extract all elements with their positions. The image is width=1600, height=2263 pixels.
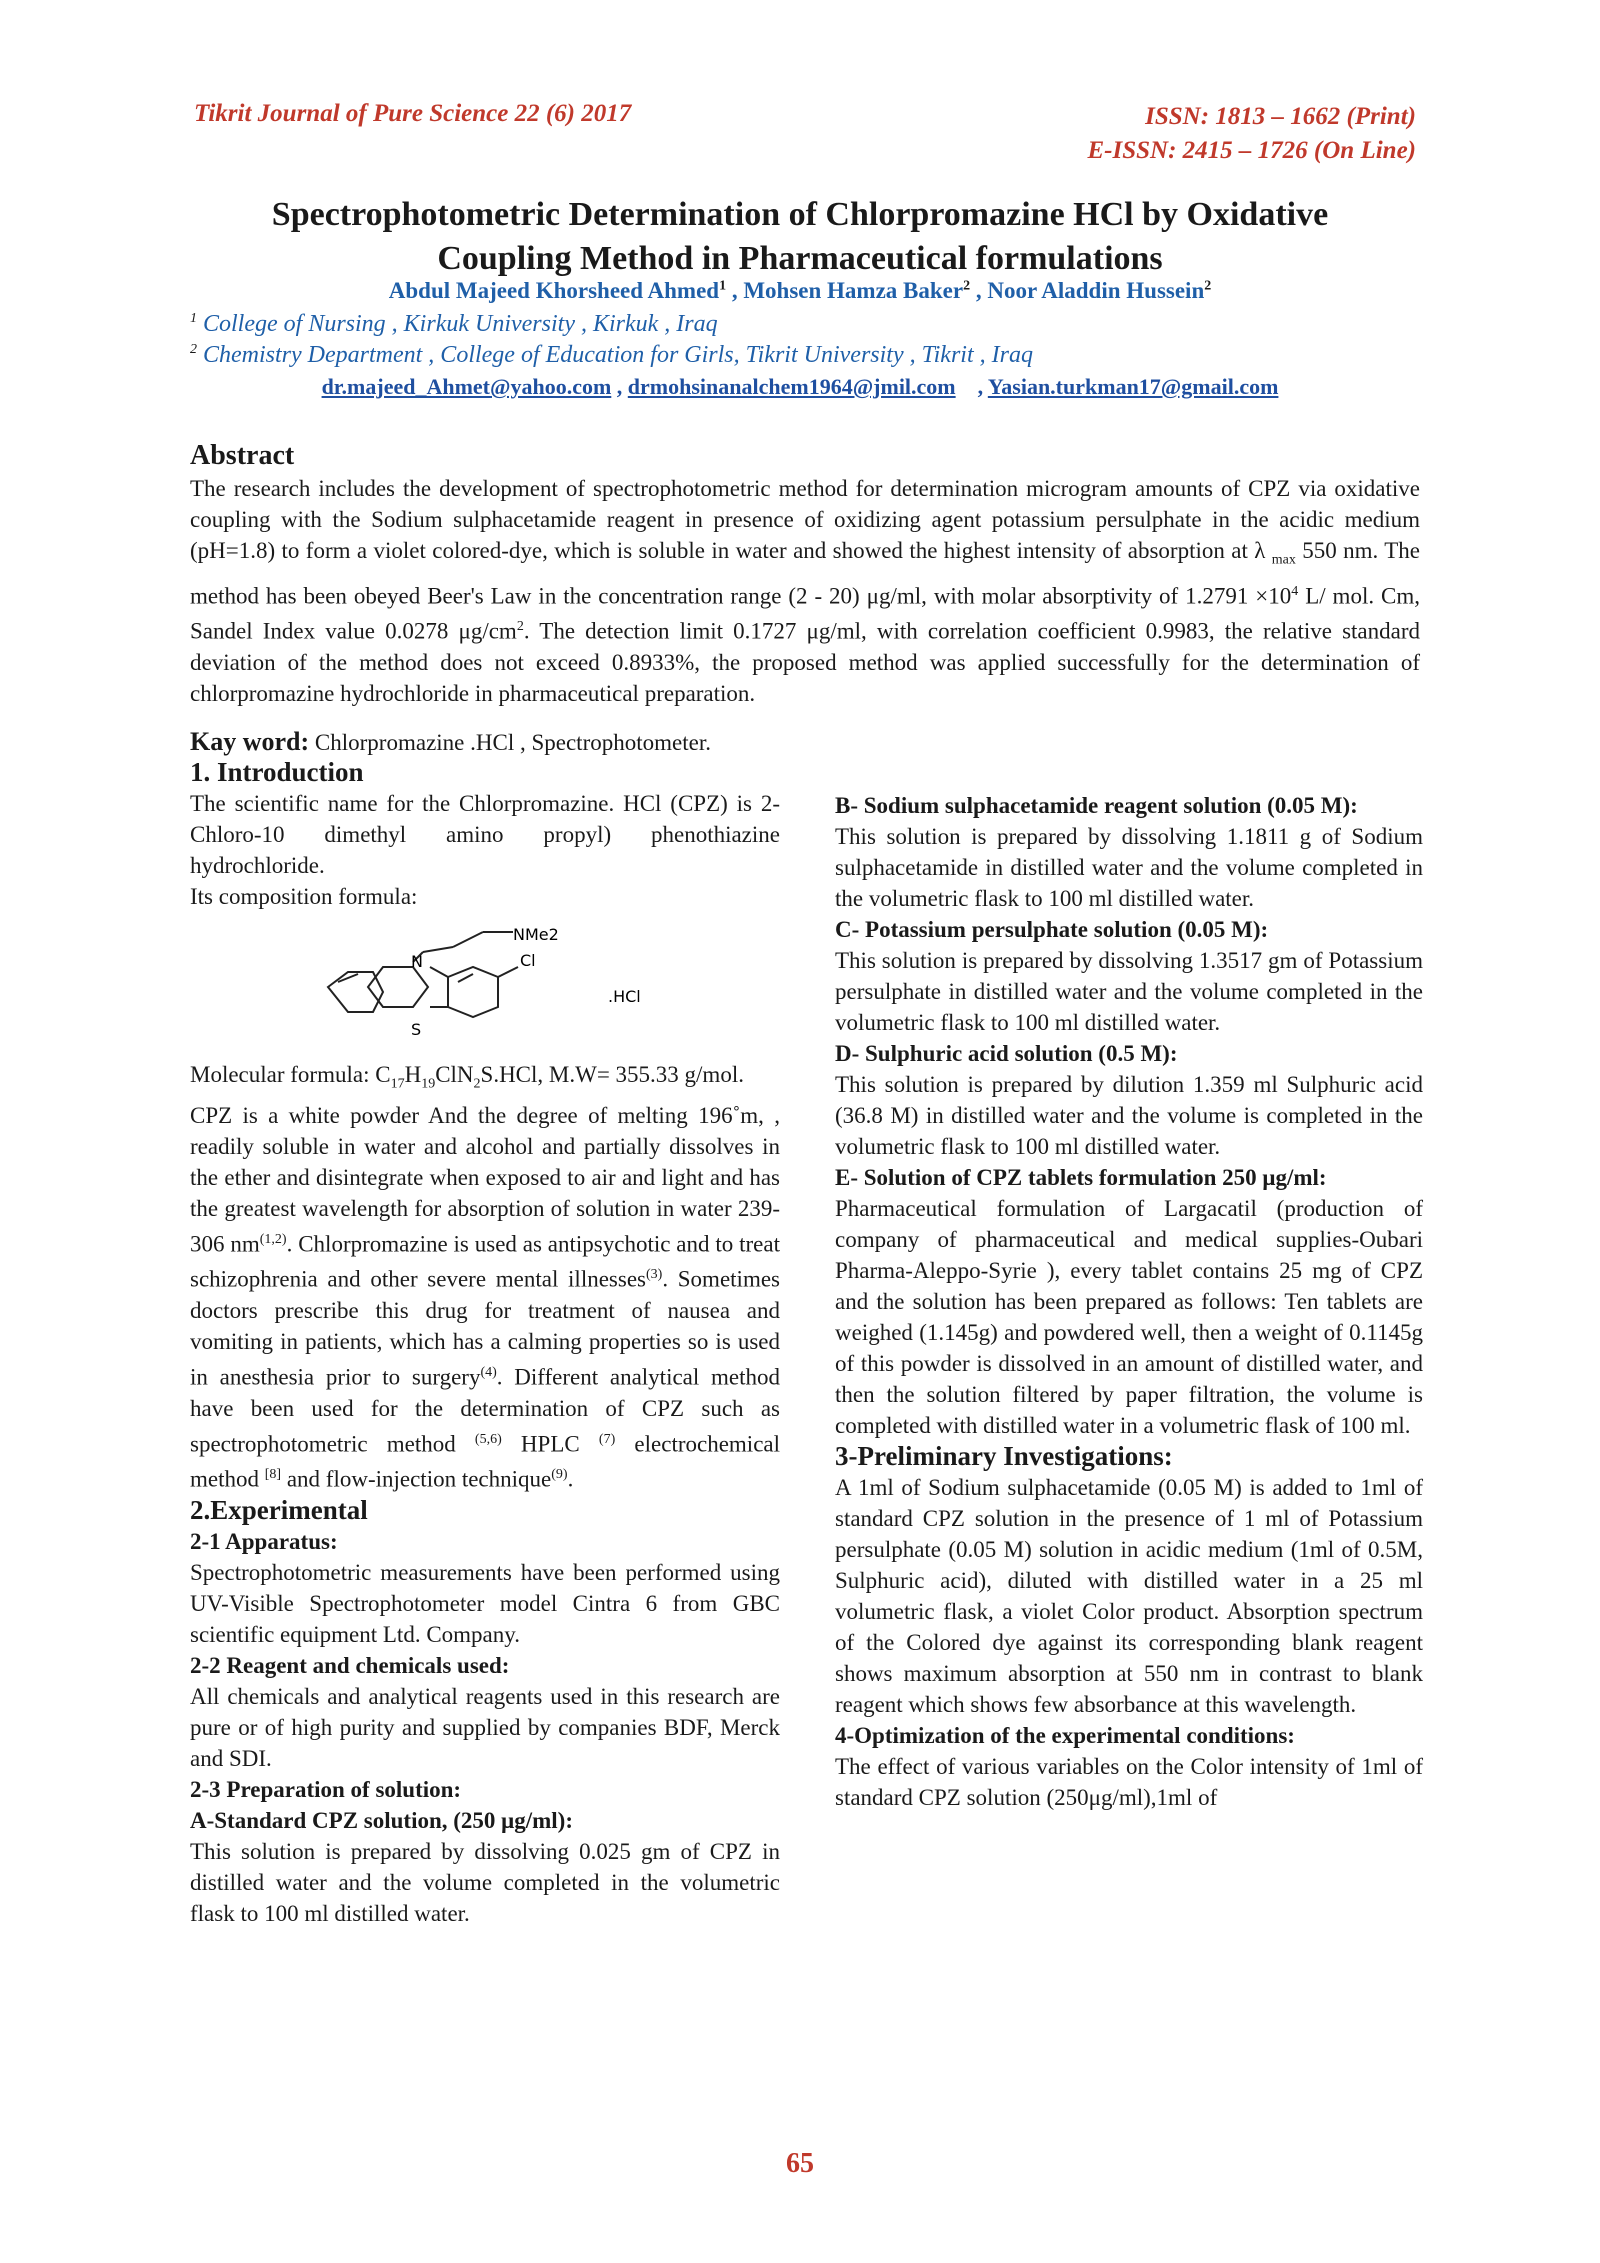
molecular-formula: Molecular formula: $C_{17}H_{19}ClN_2S.HCl$, M.W= 355.33 g/mol. bbox=[190, 1062, 744, 1092]
subsection-heading: A-Standard CPZ solution, (250 μg/ml): bbox=[190, 1807, 573, 1833]
email-list: dr.majeed_Ahmet@yahoo.com , drmohsinanalchem1964@jmil.com , Yasian.turkman17@gmail.com bbox=[321, 374, 1279, 399]
section-heading: 1. Introduction bbox=[190, 757, 364, 787]
section-heading: 3-Preliminary Investigations: bbox=[835, 1441, 1173, 1471]
nitrogen-label: N bbox=[411, 952, 423, 971]
chlorine-label: Cl bbox=[520, 951, 536, 970]
abstract-text: The research includes the development of spectrophotometric method for determination microgram amounts of CPZ via oxidative coupling with the Sodium sulphacetamide reagent in presence of oxidizing agent potassium persulphate in the acidic medium (pH=1.8) to form a violet colored-dye, which is soluble in water and showed the highest intensity of absorption at λ $_{max}$ 550 nm. The method has been obeyed Beer's Law in the concentration range (2 - 20) μg/ml, with molar absorptivity of $1.2791 \times 10^4$ L/ mol. Cm, Sandel Index value 0.0278 $\mu g/cm^2$. The detection limit 0.1727 μg/ml, with correlation coefficient 0.9983, the relative standard deviation of the method does not exceed 0.8933%, the proposed method was applied successfully for the determination of chlorpromazine hydrochloride in pharmaceutical preparation. bbox=[190, 476, 1421, 706]
paragraph: This solution is prepared by dissolving 1.1811 g of Sodium sulphacetamide in distilled water and the volume completed in the volumetric flask to 100 ml distilled water. bbox=[835, 824, 1423, 911]
left-column bbox=[190, 757, 780, 912]
chlorpromazine-structure bbox=[318, 922, 698, 1052]
issn-print: ISSN: 1813 – 1662 (Print) bbox=[1145, 103, 1416, 130]
paragraph: Pharmaceutical formulation of Largacatil (production of company of pharmaceutical and medical supplies-Oubari Pharma-Aleppo-Syrie ), every tablet contains 25 mg of CPZ and the solution has been prepared as follows: Ten tablets are weighed (1.145g) and powdered well, then a weight of 0.1145g of this powder is dissolved in an amount of distilled water, and then the solution filtered by paper filtration, the volume is completed with distilled water in a volumetric flask of 100 ml. bbox=[835, 1196, 1423, 1438]
sulfur-label: S bbox=[411, 1020, 422, 1039]
paper-title bbox=[150, 193, 1450, 281]
subsection-heading: 2-3 Preparation of solution: bbox=[190, 1776, 462, 1802]
paragraph: Spectrophotometric measurements have been performed using UV-Visible Spectrophotometer model Cintra 6 from GBC scientific equipment Ltd. Company. bbox=[190, 1559, 780, 1647]
paragraph: The effect of various variables on the Color intensity of 1ml of standard CPZ solution (250μg/ml),1ml of bbox=[835, 1754, 1423, 1810]
section-heading: 2.Experimental bbox=[190, 1494, 368, 1525]
subsection-heading: 4-Optimization of the experimental conditions: bbox=[835, 1723, 1295, 1748]
abstract-heading: Abstract bbox=[190, 440, 295, 471]
subsection-heading: 2-2 Reagent and chemicals used: bbox=[190, 1652, 510, 1678]
paragraph: This solution is prepared by dissolving 1.3517 gm of Potassium persulphate in distilled water and the volume completed in the volumetric flask to 100 ml distilled water. bbox=[835, 948, 1423, 1035]
affiliation-2: $^2$ Chemistry Department , College of Education for Girls, Tikrit University , Tikrit , Iraq bbox=[190, 342, 1033, 368]
journal-header: Tikrit Journal of Pure Science 22 (6) 2017 bbox=[194, 100, 632, 127]
paragraph: This solution is prepared by dilution 1.359 ml Sulphuric acid (36.8 M) in distilled water and the volume is completed in the volumetric flask to 100 ml distilled water. bbox=[835, 1072, 1423, 1159]
paragraph: All chemicals and analytical reagents used in this research are pure or of high purity and supplied by companies BDF, Merck and SDI. bbox=[190, 1683, 780, 1771]
subsection-heading: C- Potassium persulphate solution (0.05 M): bbox=[835, 917, 1269, 942]
issn-header bbox=[1088, 100, 1417, 168]
title-line-2: Coupling Method in Pharmaceutical formulations bbox=[437, 240, 1163, 277]
title-line-1: Spectrophotometric Determination of Chlorpromazine HCl by Oxidative bbox=[271, 196, 1329, 233]
email-link[interactable]: dr.majeed_Ahmet@yahoo.com bbox=[321, 374, 612, 399]
author-name: Abdul Majeed Khorsheed Ahmed bbox=[388, 278, 720, 303]
author-name: Noor Aladdin Hussein bbox=[987, 278, 1205, 303]
email-link[interactable]: drmohsinanalchem1964@jmil.com bbox=[627, 374, 956, 399]
subsection-heading: D- Sulphuric acid solution (0.5 M): bbox=[835, 1041, 1178, 1066]
email-link[interactable]: Yasian.turkman17@gmail.com bbox=[987, 374, 1279, 399]
intro-formula-label: Its composition formula: bbox=[190, 884, 418, 909]
hcl-label: .HCl bbox=[608, 987, 641, 1006]
subsection-heading: B- Sodium sulphacetamide reagent solution (0.05 M): bbox=[835, 793, 1358, 818]
subsection-heading: 2-1 Apparatus: bbox=[190, 1528, 338, 1554]
nme2-label: NMe2 bbox=[513, 925, 559, 944]
author-name: Mohsen Hamza Baker bbox=[743, 278, 964, 303]
author-list: Abdul Majeed Khorsheed Ahmed$^1$ , Mohsen Hamza Baker$^2$ , Noor Aladdin Hussein$^2$ bbox=[388, 278, 1212, 303]
paragraph: A 1ml of Sodium sulphacetamide (0.05 M) is added to 1ml of standard CPZ solution in the presence of 1 ml of Potassium persulphate (0.05 M) solution in acidic medium (1ml of 0.5M, Sulphuric acid), diluted with distilled water in a 25 ml volumetric flask, a violet Color product. Absorption spectrum of the Colored dye against its corresponding blank reagent shows maximum absorption at 550 nm in contrast to blank reagent which shows few absorbance at this wavelength. bbox=[835, 1475, 1423, 1717]
right-column bbox=[835, 790, 1423, 1813]
issn-online: E-ISSN: 2415 – 1726 (On Line) bbox=[1087, 137, 1416, 164]
affiliation-1: $^1$ College of Nursing , Kirkuk University , Kirkuk , Iraq bbox=[190, 311, 718, 337]
intro-paragraph: The scientific name for the Chlorpromazine. HCl (CPZ) is 2-Chloro-10 dimethyl amino propyl) phenothiazine hydrochloride. bbox=[190, 791, 780, 878]
intro-paragraph: CPZ is a white powder And the degree of melting 196˚m, , readily soluble in water and alcohol and partially dissolves in the ether and disintegrate when exposed to air and light and has the greatest wavelength for absorption of solution in water 239-306 nm$^{(1,2)}$. Chlorpromazine is used as antipsychotic and to treat schizophrenia and other severe mental illnesses$^{(3)}$. Sometimes doctors prescribe this drug for treatment of nausea and vomiting in patients, which has a calming properties so is used in anesthesia prior to surgery$^{(4)}$. Different analytical method have been used for the determination of CPZ such as spectrophotometric method $^{(5,6)}$ HPLC $^{(7)}$ electrochemical method [8] and flow-injection technique$^{(9)}$. bbox=[190, 1102, 781, 1492]
keywords: Kay word: Chlorpromazine .HCl , Spectrophotometer. bbox=[190, 727, 711, 756]
subsection-heading: E- Solution of CPZ tablets formulation 250 μg/ml: bbox=[835, 1165, 1327, 1190]
left-column-lower bbox=[190, 1059, 780, 1929]
page-number: 65 bbox=[786, 2148, 814, 2179]
paragraph: This solution is prepared by dissolving 0.025 gm of CPZ in distilled water and the volume completed in the volumetric flask to 100 ml distilled water. bbox=[190, 1838, 780, 1926]
